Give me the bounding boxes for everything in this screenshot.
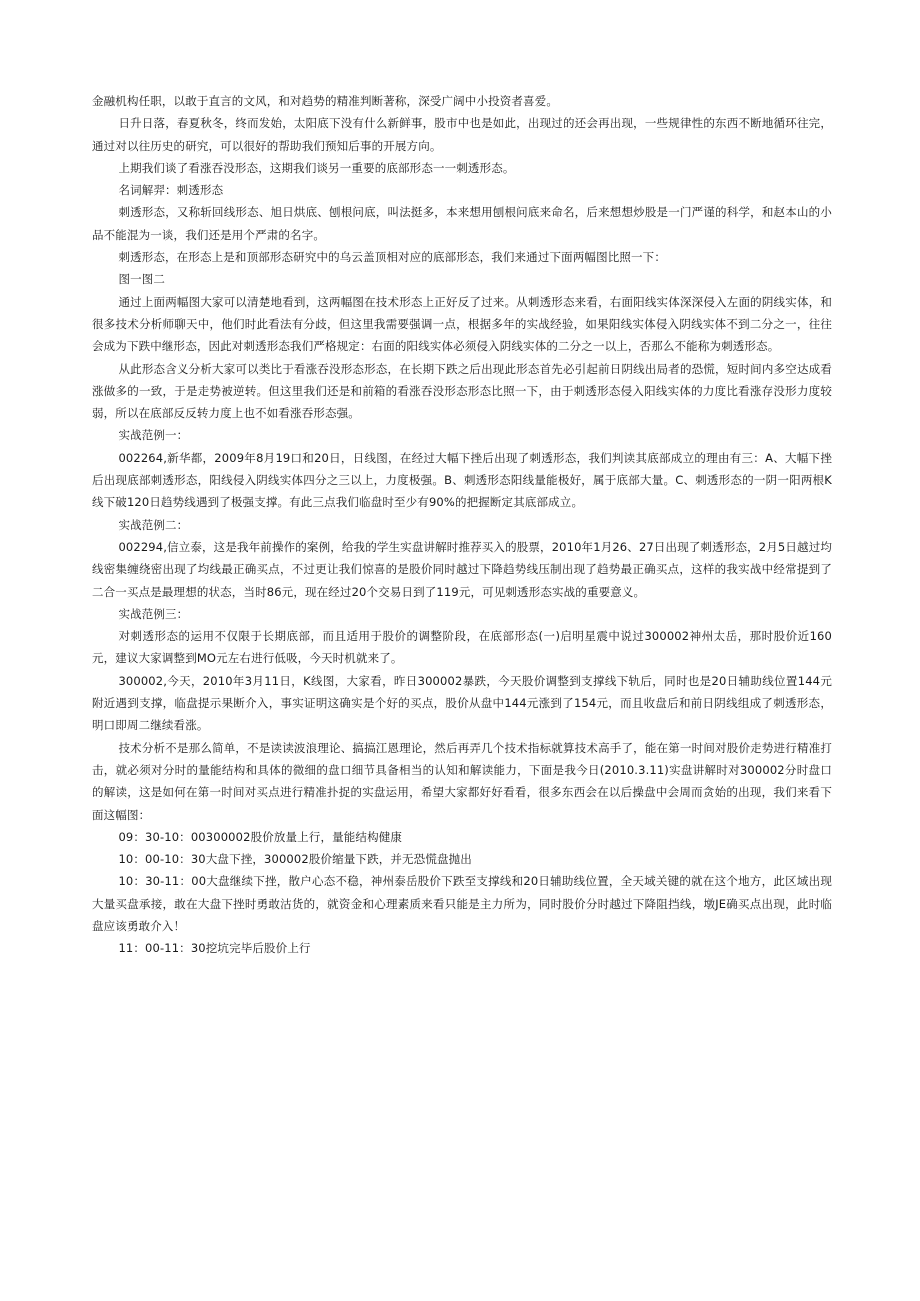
- paragraph-timeline-0930: 09：30-10：00300002股价放量上行，量能结构健康: [118, 829, 403, 844]
- paragraph-example-1-body: 002264,新华都，2009年8月19口和20日，日线图，在经过大幅下挫后出现了刺透形态，我们判读其底部成立的理由有三：A、大幅下挫后出现底部刺透形态，阳线侵入阴线实体四分之三以上，力度极强。B、刺透形态阳线量能极好，属于底部大量。C、刺透形态的一阴一阳两根K线下破120日趋势线遇到了极强支撑。有此三点我们临盘时至少有90%的把握断定其底部成立。: [92, 450, 832, 510]
- paragraph-technical-analysis: 技术分析不是那么简单，不是读读波浪理论、搞搞江恩理论，然后再弄几个技术指标就算技术高手了，能在第一时间对股价走势进行精准打击，就必须对分时的量能结构和具体的微细的盘口细节具备相当的认知和解读能力，下面是我今日(2010.3.11)实盘讲解时对300002分时盘口的解读，这是如何在第一时间对买点进行精准扑捉的实盘运用，希望大家都好好看看，很多东西会在以后操盘中会周而贪始的出现，我们来看下面这幅图：: [92, 740, 832, 822]
- paragraph-intro-continued: 金融机构任职，以敢于直言的文风，和对趋势的精准判断著称，深受广阔中小投资者喜爱。: [92, 94, 558, 108]
- paragraph-example-1-heading: 实战范例一：: [118, 428, 189, 443]
- paragraph-example-3-heading: 实战范例三：: [118, 606, 189, 621]
- paragraph-pattern-meaning: 从此形态含义分析大家可以类比于看涨吞没形态形态，在长期下跌之后出现此形态首先必引起前日阴线出局者的恐慌，短时间内多空达成看涨做多的一致，于是走势被逆转。但这里我们还是和前箱的看涨吞没形态形态比照一下，由于刺透形态侵入阳线实体的力度比看涨存没形力度较弱，所以在底部反反转力度上也不如看涨吞形态强。: [92, 361, 832, 421]
- paragraph-example-2-heading: 实战范例二：: [118, 517, 189, 532]
- document-page: [92, 90, 832, 960]
- paragraph-example-3-detail: 300002,今天，2010年3月11日，K线图，大家看，昨日300002暴跌，今天股价调整到支撑线下轨后，同时也是20日辅助线位置144元附近遇到支撑，临盘提示果断介入，事实证明这确实是个好的买点，股价从盘中144元涨到了154元，而且收盘后和前日阴线组成了刺透形态，明口即周二继续看涨。: [92, 673, 832, 733]
- paragraph-example-3-body: 对刺透形态的运用不仅限于长期底部，而且适用于股价的调整阶段，在底部形态(一)启明星震中说过300002神州太岳，那时股价近160元，建议大家调整到MO元左右进行低吸，今天时机就来了。: [92, 629, 832, 666]
- paragraph-history: 日升日落，春夏秋冬，终而发始，太阳底下没有什么新鲜事，股市中也是如此，出现过的还会再出现，一些规律性的东西不断地循环往完，通过对以往历史的研究，可以很好的帮助我们预知后事的开展方向。: [92, 116, 832, 153]
- paragraph-figure-explanation: 通过上面两幅图大家可以清楚地看到，这两幅图在技术形态上正好反了过来。从刺透形态来看，右面阳线实体深深侵入左面的阴线实体，和很多技术分析师聊天中，他们时此看法有分歧，但这里我需要强调一点，根据多年的实战经验，如果阳线实体侵入阴线实体不到二分之一，往往会成为下跌中继形态，因此对刺透形态我们严格规定：右面的阳线实体必须侵入阴线实体的二分之一以上，否那么不能称为刺透形态。: [92, 294, 832, 354]
- paragraph-timeline-1100: 11：00-11：30挖坑完毕后股价上行: [118, 941, 311, 956]
- paragraph-topic: 上期我们谈了看涨吞没形态，这期我们谈另一重要的底部形态一一刺透形态。: [118, 160, 515, 175]
- paragraph-figure-caption: 图一图二: [118, 272, 166, 287]
- paragraph-timeline-1030: 10：30-11：00大盘继续下挫，散户心态不稳，神州泰岳股价下跌至支撑线和20日辅助线位置，全天域关键的就在这个地方，此区域出现大量买盘承接，敢在大盘下挫时勇敢沽货的，就资金和心理素质来看只能是主力所为，同时股价分时越过下降阻挡线，墩JE确买点出现，此时临盘应该勇敢介入！: [92, 874, 832, 933]
- paragraph-term-definition: 刺透形态，又称斩回线形态、旭日烘底、刨根问底，叫法挺多，本来想用刨根问底来命名，后来想想炒股是一门严谨的科学，和赵本山的小品不能混为一谈，我们还是用个严肃的名字。: [92, 205, 832, 242]
- paragraph-example-2-body: 002294,信立泰，这是我年前操作的案例，给我的学生实盘讲解时推荐买入的股票，2010年1月26、27日出现了刺透形态，2月5日越过均线密集缠绕密出现了均线最正确买点，不过更让我们惊喜的是股价同时越过下降趋势线压制出现了趋势最正确买点，这样的我实战中经常提到了二合一买点是最理想的状态，当时86元，现在经过20个交易日到了119元，可见刺透形态实战的重要意义。: [92, 539, 832, 599]
- paragraph-term-heading: 名词解羿：刺透形态: [118, 183, 224, 198]
- paragraph-comparison-intro: 刺透形态，在形态上是和顶部形态研究中的乌云盖顶相对应的底部形态，我们来通过下面两幅图比照一下：: [118, 250, 666, 265]
- paragraph-timeline-1000: 10：00-10：30大盘下挫，300002股价缩量下跌，并无恐慌盘抛出: [118, 852, 472, 867]
